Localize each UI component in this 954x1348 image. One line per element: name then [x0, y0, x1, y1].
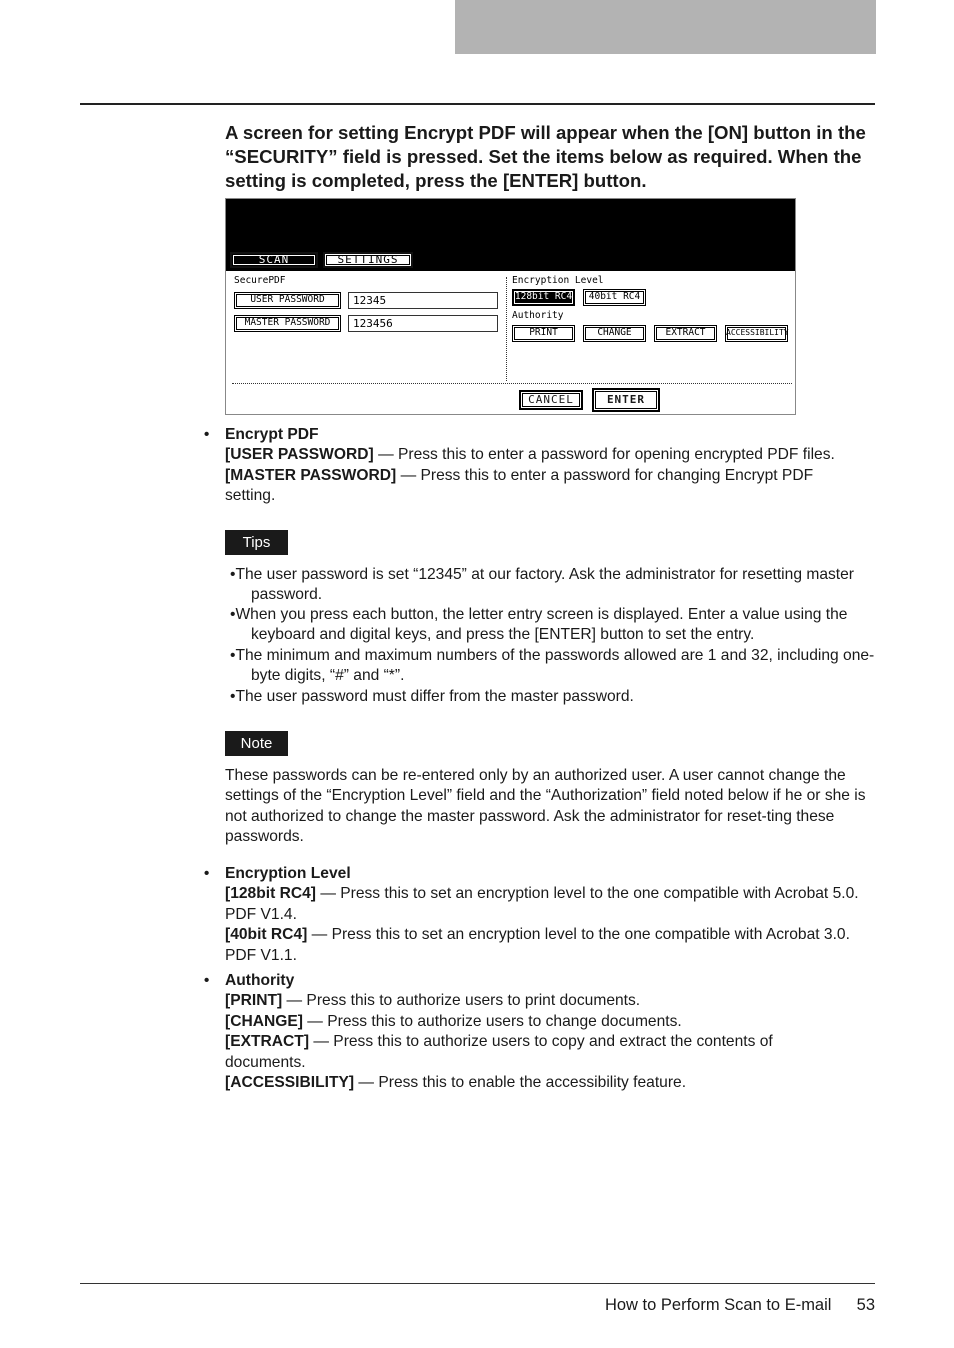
footer-title: How to Perform Scan to E-mail — [604, 1296, 832, 1314]
enc-128-button[interactable]: 128bit RC4 — [512, 289, 575, 306]
header-tab-block — [455, 0, 876, 54]
master-password-term: [MASTER PASSWORD] — [225, 466, 397, 484]
tips-item: •The user password must differ from the master password. — [230, 688, 634, 705]
encryption-level-heading: Encryption Level — [225, 865, 351, 882]
master-password-field[interactable]: 123456 — [348, 315, 498, 332]
user-password-term: [USER PASSWORD] — [225, 446, 374, 464]
note-text: These passwords can be re-entered only by an authorized user. A user cannot change the settings of the “Encryption Level” field and the “Authorization” field noted below if he or she is not authorized to change the master password. Ask the administrator for reset-ting these passwords. — [225, 767, 866, 846]
print-button[interactable]: PRINT — [512, 325, 575, 342]
cancel-button[interactable]: CANCEL — [519, 390, 583, 410]
extract-term: [EXTRACT] — [225, 1033, 310, 1051]
accessibility-button[interactable]: ACCESSIBILITY — [725, 325, 788, 342]
encrypt-pdf-section — [225, 425, 880, 507]
authority-label: Authority — [512, 310, 564, 321]
top-rule — [80, 103, 875, 105]
change-text: — Press this to authorize users to change documents. — [302, 1012, 682, 1030]
footer — [605, 1296, 875, 1315]
panel-vertical-divider — [506, 277, 507, 381]
panel-horizontal-divider — [232, 383, 792, 384]
change-button[interactable]: CHANGE — [583, 325, 646, 342]
accessibility-term: [ACCESSIBILITY] — [225, 1074, 355, 1092]
authority-heading: Authority — [225, 972, 295, 989]
user-password-button[interactable]: USER PASSWORD — [234, 292, 341, 309]
tab-settings[interactable]: SETTINGS — [323, 252, 413, 268]
enc-128-desc — [225, 884, 875, 925]
enter-button[interactable]: ENTER — [592, 388, 660, 412]
enc-40-text: — Press this to set an encryption level to the one compatible with Acrobat 3.0. PDF V1.1. — [225, 926, 850, 964]
enc-40-button[interactable]: 40bit RC4 — [583, 289, 646, 306]
encryption-level-section — [225, 864, 875, 966]
enc-40-desc — [225, 925, 875, 966]
master-password-button[interactable]: MASTER PASSWORD — [234, 315, 341, 332]
authority-section — [225, 971, 875, 1093]
change-desc — [225, 1012, 875, 1032]
change-term: [CHANGE] — [225, 1012, 303, 1030]
note-label: Note — [225, 731, 288, 756]
enc-128-term: [128bit RC4] — [225, 885, 316, 903]
tips-item: •When you press each button, the letter entry screen is displayed. Enter a value using the keyboard and digital keys, and press the [ENTER] button to set the entry. — [230, 606, 848, 644]
footer-rule — [80, 1283, 875, 1284]
enc-128-text: — Press this to set an encryption level to the one compatible with Acrobat 5.0. PDF V1.4. — [225, 885, 859, 923]
extract-desc — [225, 1032, 825, 1073]
user-password-desc — [225, 445, 880, 465]
intro-paragraph: A screen for setting Encrypt PDF will appear when the [ON] button in the “SECURITY” field is pressed. Set the items below as required. When the setting is completed, press the [ENTER] button. — [225, 122, 866, 191]
user-password-field[interactable]: 12345 — [348, 292, 498, 309]
accessibility-text: — Press this to enable the accessibility feature. — [354, 1074, 687, 1092]
enc-40-term: [40bit RC4] — [225, 926, 308, 944]
master-password-text: — Press this to enter a password for changing Encrypt PDF setting. — [225, 466, 814, 505]
print-text: — Press this to authorize users to print documents. — [282, 992, 641, 1010]
accessibility-desc — [225, 1073, 875, 1093]
tips-item: •The user password is set “12345” at our factory. Ask the administrator for resetting master password. — [230, 566, 854, 604]
bullet-encryption-level: • — [204, 865, 210, 882]
extract-text: — Press this to authorize users to copy and extract the contents of documents. — [225, 1033, 773, 1071]
extract-button[interactable]: EXTRACT — [654, 325, 717, 342]
encrypt-pdf-heading: Encrypt PDF — [225, 426, 319, 443]
user-password-text: — Press this to enter a password for opening encrypted PDF files. — [373, 446, 835, 464]
tips-item: •The minimum and maximum numbers of the passwords allowed are 1 and 32, including one-byte digits, “#” and “*”. — [230, 647, 875, 685]
encryption-level-label: Encryption Level — [512, 275, 604, 286]
bullet-authority: • — [204, 972, 210, 989]
print-term: [PRINT] — [225, 992, 283, 1010]
master-password-desc — [225, 466, 865, 507]
securepdf-label: SecurePDF — [234, 275, 286, 286]
print-desc — [225, 991, 875, 1011]
bullet-encrypt-pdf: • — [204, 426, 210, 443]
tab-scan[interactable]: SCAN — [230, 252, 318, 268]
page-number: 53 — [856, 1296, 875, 1314]
encrypt-pdf-panel — [225, 198, 796, 415]
tips-label: Tips — [225, 530, 288, 555]
